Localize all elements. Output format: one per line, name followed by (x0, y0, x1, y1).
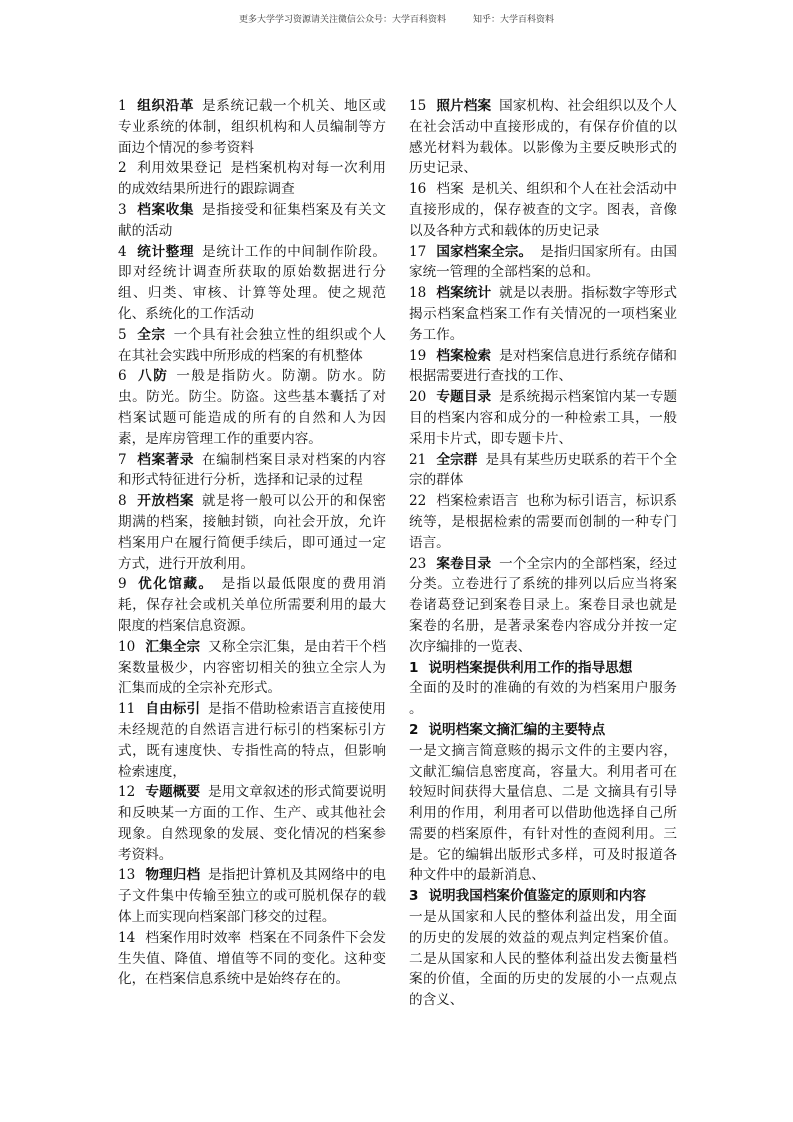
question-heading (409, 886, 677, 907)
entry-number: 6 (118, 368, 127, 385)
entry-term: 档案 (436, 181, 464, 198)
entry-term: 全宗 (136, 326, 166, 343)
question-title: 说明我国档案价值鉴定的原则和内容 (428, 888, 646, 905)
entry-definition: 是系统揭示档案馆内某一专题目的档案内容和成分的一种检索工具，一般采用卡片式，即专题卡片、 (409, 389, 677, 447)
entry-definition: 是系统记载一个机关、地区或专业系统的体制，组织机构和人员编制等方面边个情况的参考资料 (118, 98, 386, 156)
entry-definition: 又称全宗汇集，是由若干个档案数量极少，内容密切相关的独立全宗人为汇集而成的全宗补充形式。 (118, 638, 386, 697)
entry-definition: 是统计工作的中间制作阶段。即对经统计调查所获取的原始数据进行分组、归类、审核、计算等处理。使之规范化、系统化的工作活动 (118, 243, 386, 322)
entry-number: 11 (118, 701, 136, 718)
entry-definition: 是指把计算机及其网络中的电子文件集中传输至独立的或可脱机保存的载体上而实现向档案部门移交的过程。 (118, 867, 386, 926)
term-entry (118, 928, 386, 990)
right-column (409, 96, 677, 1011)
entry-number: 14 (118, 929, 136, 946)
term-entry (409, 554, 677, 658)
entry-term: 开放档案 (136, 493, 195, 510)
term-entry (118, 574, 386, 636)
entry-number: 13 (118, 867, 136, 884)
entry-number: 7 (118, 451, 127, 468)
entry-term: 档案检索 (436, 347, 492, 364)
entry-definition: 就是以表册。指标数字等形式揭示档案盒档案工作有关情况的一项档案业务工作。 (409, 285, 677, 343)
entry-definition: 也称为标引语言，标识系统等，是根据检索的需要而创制的一种专门语言。 (409, 493, 677, 551)
entry-term: 档案收集 (136, 201, 195, 218)
question-heading (409, 658, 677, 679)
entry-number: 3 (118, 201, 127, 218)
entry-term: 档案检索语言 (436, 493, 519, 510)
entry-term: 专题概要 (145, 784, 201, 801)
entry-term: 档案著录 (136, 451, 195, 468)
term-entry (118, 865, 386, 927)
entry-number: 9 (118, 576, 127, 593)
entry-number: 22 (409, 493, 427, 510)
question-title: 说明档案文摘汇编的主要特点 (428, 721, 606, 738)
entry-term: 利用效果登记 (136, 160, 223, 177)
entry-number: 18 (409, 285, 427, 302)
entry-definition: 国家机构、社会组织以及个人在社会活动中直接形成的，有保存价值的以感光材料为载体。以影像为主要反映形式的历史记录、 (409, 98, 677, 177)
entry-definition: 是具有某些历史联系的若干个全宗的群体 (409, 451, 677, 489)
question-number: 1 (409, 659, 419, 676)
entry-number: 8 (118, 493, 127, 510)
entry-definition: 就是将一般可以公开的和保密期满的档案，接触封锁，向社会开放，允许档案用户在履行简便手续后，即可通过一定方式，进行开放利用。 (118, 493, 386, 572)
term-entry (118, 366, 386, 449)
question-heading (409, 720, 677, 741)
entry-number: 21 (409, 451, 427, 468)
term-entry (409, 491, 677, 553)
entry-number: 5 (118, 326, 127, 343)
entry-definition: 是机关、组织和个人在社会活动中直接形成的，保存被查的文字。图表，音像以及各种方式和载体的历史记录 (409, 181, 677, 239)
term-entry (409, 450, 677, 492)
entry-definition: 是指以最低限度的费用消耗，保存社会或机关单位所需要利用的最大限度的档案信息资源。 (118, 576, 387, 634)
entry-definition: 档案在不同条件下会发生失值、降值、增值等不同的变化。这种变化，在档案信息系统中是始终存在的。 (118, 929, 386, 988)
page-header (0, 12, 793, 25)
entry-term: 统计整理 (136, 243, 195, 260)
entry-number: 15 (409, 98, 427, 114)
term-entry (409, 346, 677, 388)
entry-number: 10 (118, 638, 136, 655)
entry-term: 国家档案全宗。 (436, 243, 533, 260)
entry-number: 23 (409, 555, 427, 572)
entry-definition: 在编制档案目录对档案的内容和形式特征进行分析，选择和记录的过程 (118, 451, 386, 489)
term-entry (409, 179, 677, 241)
entry-term: 八防 (136, 368, 169, 385)
entry-definition: 一个具有社会独立性的组织或个人在其社会实践中所形成的档案的有机整体 (118, 326, 387, 364)
entry-term: 物理归档 (145, 867, 201, 884)
entry-term: 自由标引 (145, 701, 201, 718)
entry-number: 4 (118, 243, 127, 260)
entry-term: 组织沿革 (136, 98, 195, 114)
entry-term: 档案统计 (436, 285, 492, 302)
entry-definition: 是指接受和征集档案及有关文献的活动 (118, 201, 386, 239)
entry-number: 16 (409, 181, 427, 198)
term-entry (118, 96, 386, 158)
question-number: 3 (409, 888, 419, 905)
term-entry (118, 699, 386, 782)
entry-definition: 是用文章叙述的形式简要说明和反映某一方面的工作、生产、或其他社会现象。自然现象的发展、变化情况的档案参考资料。 (118, 784, 386, 863)
entry-term: 案卷目录 (436, 555, 492, 572)
header-wechat-note: 更多大学学习资源请关注微信公众号：大学百科资料 (239, 15, 447, 25)
term-entry (118, 200, 386, 242)
term-entry (409, 283, 677, 345)
entry-term: 专题目录 (436, 389, 492, 406)
term-entry (409, 96, 677, 179)
term-entry (409, 242, 677, 284)
entry-definition: 一个全宗内的全部档案，经过分类。立卷进行了系统的排列以后应当将案卷诸葛登记到案卷目录上。案卷目录也就是案卷的名册，是著录案卷内容成分并按一定次序编排的一览表、 (409, 555, 677, 655)
term-entry (118, 325, 386, 367)
entry-definition: 是指归国家所有。由国家统一管理的全部档案的总和。 (409, 243, 677, 281)
term-entry (118, 242, 386, 325)
question-title: 说明档案提供利用工作的指导思想 (428, 659, 633, 676)
entry-definition: 一般是指防火。防潮。防水。防虫。防光。防尘。防盗。这些基本囊括了对档案试题可能造成的所有的自然和人为因素，是库房管理工作的重要内容。 (118, 368, 387, 447)
entry-number: 17 (409, 243, 427, 260)
entry-term: 照片档案 (436, 98, 492, 114)
entry-definition: 是档案机构对每一次利用的成效结果所进行的跟踪调查 (118, 160, 387, 198)
term-entry (118, 637, 386, 699)
entry-number: 2 (118, 160, 127, 177)
header-zhihu-note: 知乎：大学百科资料 (472, 15, 554, 25)
entry-definition: 是指不借助检索语言直接使用未经规范的自然语言进行标引的档案标引方式，既有速度快、专指性高的特点，但影响检索速度， (118, 701, 386, 780)
left-column (118, 96, 386, 990)
entry-definition: 是对档案信息进行系统存储和根据需要进行查找的工作、 (409, 347, 677, 385)
question-answer: 一是文摘言简意赅的揭示文件的主要内容，文献汇编信息密度高，容量大。利用者可在较短时间获得大量信息、二是 文摘具有引导利用的作用，利用者可以借助他选择自己所需要的档案原件，有针对性的查阅利用。三是。它的编辑出版形式多样，可及时报道各种文件中的最新消息、 (409, 742, 677, 884)
term-entry (118, 450, 386, 492)
entry-number: 1 (118, 98, 127, 114)
term-entry (118, 782, 386, 865)
entry-number: 19 (409, 347, 427, 364)
entry-term: 全宗群 (436, 451, 478, 468)
question-number: 2 (409, 721, 419, 738)
term-entry (118, 158, 386, 200)
term-entry (409, 387, 677, 449)
question-answer: 全面的及时的准确的有效的为档案用户服务 。 (409, 680, 677, 718)
question-answer: 一是从国家和人民的整体利益出发，用全面的历史的发展的效益的观点判定档案价值。二是从国家和人民的整体利益出发去衡量档案的价值，全面的历史的发展的小一点观点的含义、 (409, 909, 677, 1009)
term-entry (118, 491, 386, 574)
entry-term: 档案作用时效率 (145, 929, 242, 946)
entry-number: 20 (409, 389, 427, 406)
entry-number: 12 (118, 784, 136, 801)
entry-term: 汇集全宗 (145, 638, 201, 655)
entry-term: 优化馆藏。 (136, 576, 214, 593)
